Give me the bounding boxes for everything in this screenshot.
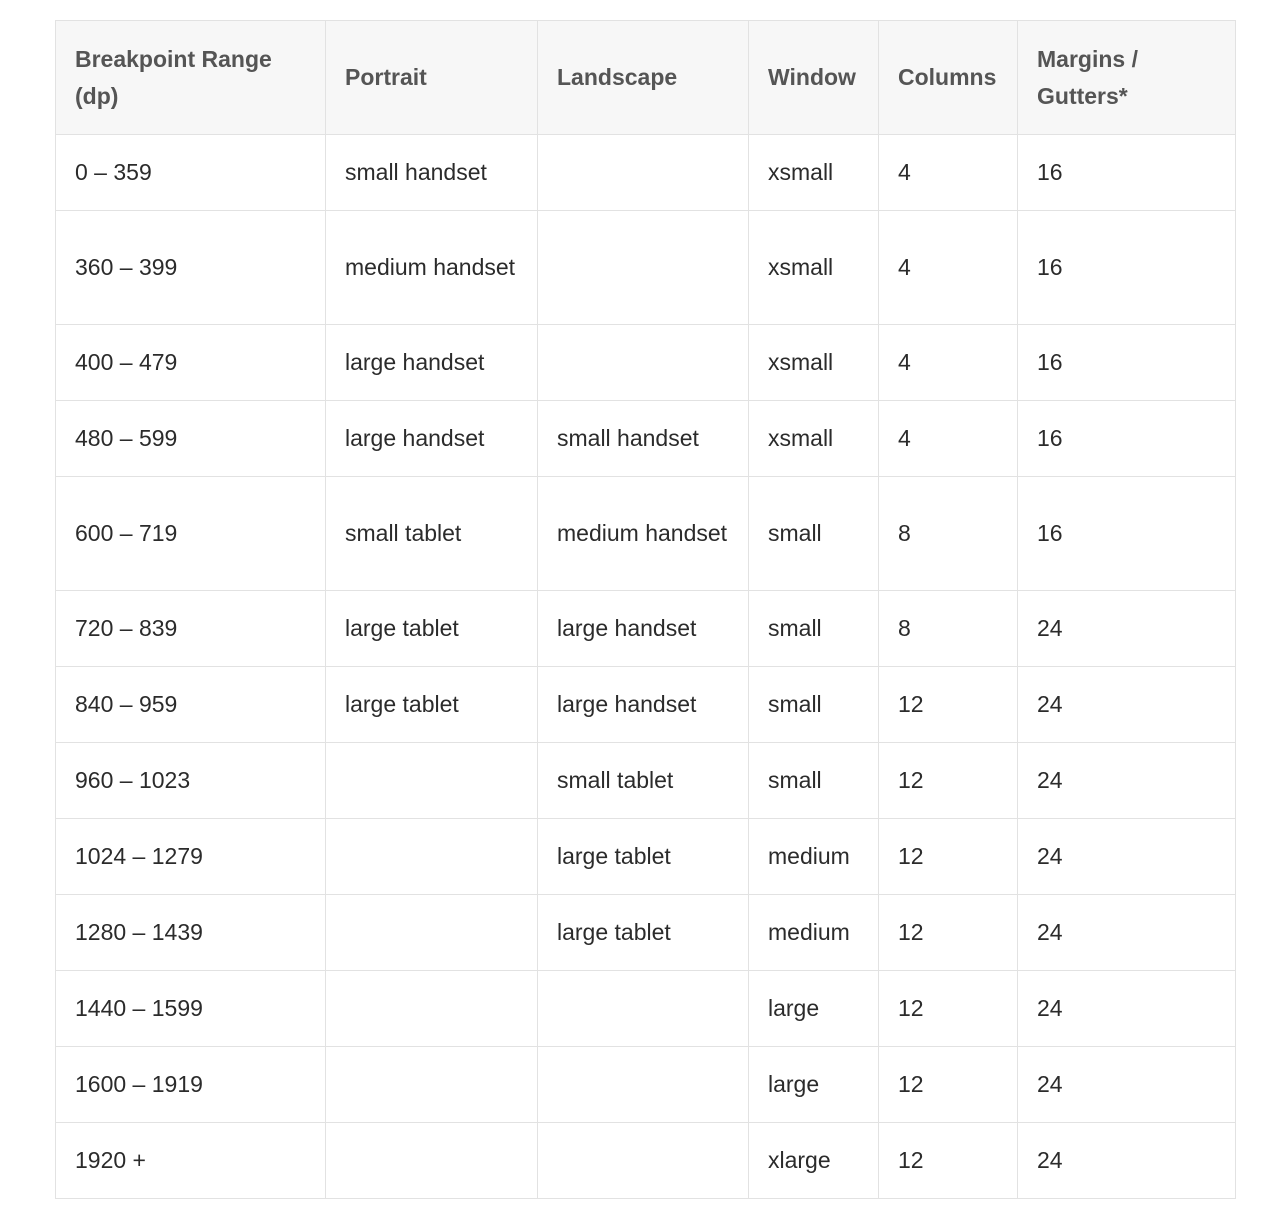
cell-breakpoint-range: 720 – 839 <box>56 591 326 667</box>
cell-columns: 8 <box>879 477 1018 591</box>
cell-margins-gutters: 24 <box>1018 895 1236 971</box>
cell-landscape: large handset <box>538 667 749 743</box>
cell-breakpoint-range: 480 – 599 <box>56 401 326 477</box>
cell-portrait <box>326 743 538 819</box>
cell-landscape: large tablet <box>538 895 749 971</box>
cell-columns: 4 <box>879 135 1018 211</box>
cell-portrait: large tablet <box>326 591 538 667</box>
cell-portrait: small tablet <box>326 477 538 591</box>
table-row <box>56 211 1236 325</box>
cell-margins-gutters: 16 <box>1018 211 1236 325</box>
table-header <box>56 21 1236 135</box>
table-row <box>56 819 1236 895</box>
cell-window: xsmall <box>749 325 879 401</box>
cell-breakpoint-range: 960 – 1023 <box>56 743 326 819</box>
table-row <box>56 895 1236 971</box>
cell-landscape <box>538 211 749 325</box>
cell-columns: 4 <box>879 325 1018 401</box>
cell-breakpoint-range: 1920 + <box>56 1123 326 1199</box>
cell-columns: 4 <box>879 211 1018 325</box>
cell-portrait: small handset <box>326 135 538 211</box>
cell-margins-gutters: 16 <box>1018 135 1236 211</box>
cell-breakpoint-range: 600 – 719 <box>56 477 326 591</box>
cell-landscape <box>538 971 749 1047</box>
cell-window: large <box>749 971 879 1047</box>
cell-margins-gutters: 24 <box>1018 819 1236 895</box>
cell-columns: 12 <box>879 667 1018 743</box>
cell-columns: 12 <box>879 743 1018 819</box>
table-row <box>56 135 1236 211</box>
cell-window: xsmall <box>749 135 879 211</box>
cell-breakpoint-range: 840 – 959 <box>56 667 326 743</box>
cell-columns: 4 <box>879 401 1018 477</box>
header-portrait: Portrait <box>326 21 538 135</box>
cell-window: small <box>749 667 879 743</box>
cell-window: small <box>749 591 879 667</box>
cell-breakpoint-range: 360 – 399 <box>56 211 326 325</box>
table-row <box>56 591 1236 667</box>
cell-margins-gutters: 24 <box>1018 743 1236 819</box>
cell-portrait <box>326 1123 538 1199</box>
cell-columns: 12 <box>879 895 1018 971</box>
cell-portrait <box>326 895 538 971</box>
cell-margins-gutters: 24 <box>1018 591 1236 667</box>
cell-portrait <box>326 971 538 1047</box>
cell-portrait <box>326 1047 538 1123</box>
cell-window: small <box>749 743 879 819</box>
cell-portrait: large tablet <box>326 667 538 743</box>
table-row <box>56 325 1236 401</box>
header-window: Window <box>749 21 879 135</box>
table-body <box>56 135 1236 1199</box>
cell-landscape <box>538 1123 749 1199</box>
cell-margins-gutters: 16 <box>1018 325 1236 401</box>
cell-breakpoint-range: 1440 – 1599 <box>56 971 326 1047</box>
header-breakpoint-range: Breakpoint Range (dp) <box>56 21 326 135</box>
table-row <box>56 667 1236 743</box>
header-margins-gutters: Margins / Gutters* <box>1018 21 1236 135</box>
cell-columns: 12 <box>879 1123 1018 1199</box>
cell-portrait: medium handset <box>326 211 538 325</box>
cell-breakpoint-range: 1024 – 1279 <box>56 819 326 895</box>
header-landscape: Landscape <box>538 21 749 135</box>
cell-window: small <box>749 477 879 591</box>
cell-landscape <box>538 1047 749 1123</box>
cell-breakpoint-range: 1600 – 1919 <box>56 1047 326 1123</box>
cell-margins-gutters: 24 <box>1018 1123 1236 1199</box>
table-row <box>56 743 1236 819</box>
cell-window: xsmall <box>749 401 879 477</box>
cell-landscape: small handset <box>538 401 749 477</box>
header-columns: Columns <box>879 21 1018 135</box>
table-row <box>56 971 1236 1047</box>
cell-window: medium <box>749 819 879 895</box>
cell-breakpoint-range: 400 – 479 <box>56 325 326 401</box>
cell-landscape <box>538 135 749 211</box>
table-row <box>56 477 1236 591</box>
cell-margins-gutters: 24 <box>1018 667 1236 743</box>
table-row <box>56 1047 1236 1123</box>
breakpoint-table <box>55 20 1236 1199</box>
cell-landscape <box>538 325 749 401</box>
cell-breakpoint-range: 0 – 359 <box>56 135 326 211</box>
cell-columns: 8 <box>879 591 1018 667</box>
cell-portrait <box>326 819 538 895</box>
table-row <box>56 1123 1236 1199</box>
cell-columns: 12 <box>879 819 1018 895</box>
cell-portrait: large handset <box>326 325 538 401</box>
cell-columns: 12 <box>879 971 1018 1047</box>
cell-margins-gutters: 16 <box>1018 401 1236 477</box>
cell-margins-gutters: 16 <box>1018 477 1236 591</box>
table-row <box>56 401 1236 477</box>
cell-landscape: small tablet <box>538 743 749 819</box>
cell-breakpoint-range: 1280 – 1439 <box>56 895 326 971</box>
cell-window: xlarge <box>749 1123 879 1199</box>
cell-columns: 12 <box>879 1047 1018 1123</box>
cell-window: medium <box>749 895 879 971</box>
cell-margins-gutters: 24 <box>1018 971 1236 1047</box>
breakpoint-table-container <box>55 20 1235 1199</box>
header-row <box>56 21 1236 135</box>
cell-landscape: medium handset <box>538 477 749 591</box>
cell-window: xsmall <box>749 211 879 325</box>
cell-margins-gutters: 24 <box>1018 1047 1236 1123</box>
cell-landscape: large handset <box>538 591 749 667</box>
cell-window: large <box>749 1047 879 1123</box>
cell-landscape: large tablet <box>538 819 749 895</box>
cell-portrait: large handset <box>326 401 538 477</box>
